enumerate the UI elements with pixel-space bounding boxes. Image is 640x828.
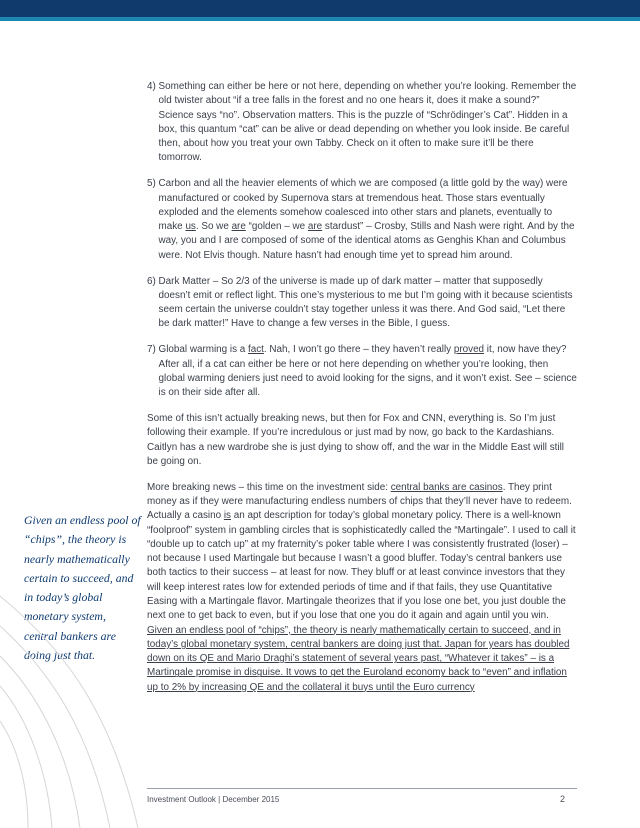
underlined-text: Given an endless pool of “chips”, the theory is nearly mathematically certain to succeed, and in today’s global monetary system, central bankers are doing just that. Japan for years has doubled down on its QE and Mario Draghi’s statement of several years past, “Whatever it takes” – is a Martingale promise in disguise. It vows to get the Euroland economy back to “even” and inflation up to 2% by increasing QE and the collateral it buys until the Euro currency: [147, 624, 570, 693]
list-item: [147, 80, 577, 166]
underlined-text: is: [223, 510, 231, 522]
list-number: 6): [147, 275, 159, 287]
pull-quote: Given an endless pool of “chips”, the theory is nearly mathematically certain to succeed, and in today’s global monetary system, central bankers are doing just that.: [24, 513, 141, 663]
text-run: Carbon and all the heavier elements of which we are composed (a little gold by the way) were manufactured or cooked by Supernova stars at tremendous heat. Those stars eventually exploded and the elements somehow coalesced into other stars and planets, eventually to make: [158, 178, 568, 233]
text-run: Some of this isn’t actually breaking news, but then for Fox and CNN, everything is. So I’m just following their example. If you’re incredulous or just mad by now, go back to the Kardashians. Caitlyn has a new wardrobe she is just dying to show off, and the war in the Middle East will still be going on.: [147, 412, 564, 467]
text-run: “golden – we: [245, 221, 308, 233]
page-number: 2: [560, 794, 566, 804]
footer-rule: [147, 788, 577, 789]
list-number: 4): [147, 81, 159, 92]
text-run: More breaking news – this time on the investment side:: [147, 481, 391, 493]
text-run: an apt description for today’s global monetary policy. There is a well-known “foolproof” system in gambling circles that is sophisticatedly called the “Martingale”. I used to call it “double up to catch up” at my fraternity’s poker table where I was consistently frustrated (loser) – not because I used Martingale but because I wasn’t a good bluffer. Today’s central bankers use both tactics to their success – at least for now. They bluff or at least convince investors that they will keep interest rates low for extended periods of time and if that fails, they use Quantitative Easing with a Martingale flavor. Martingale theorizes that if you lose one bet, you just double the next one to get back to even, but if you lose that one you do it again and again until you win.: [147, 510, 576, 622]
list-item: [147, 343, 577, 400]
underlined-text: proved: [453, 344, 485, 356]
text-run: Global warming is a: [158, 344, 248, 356]
underlined-text: us: [185, 221, 196, 233]
text-run: . They print money as if they were manufacturing endless numbers of chips that they’ll never have to redeem. Actually a casino: [147, 481, 572, 522]
text-run: Something can either be here or not here, depending on whether you’re looking. Remember the old twister about “if a tree falls in the forest and no one hears it, does it make a sound?” Science says “no”. Observation matters. This is the puzzle of “Schrödinger’s Cat”. Hidden in a box, this quantum “cat” can be alive or dead depending on whether you look inside. Be careful then, about how you treat your own Tabby. Check on it often to make sure it’ll be there tomorrow.: [158, 81, 577, 164]
underlined-text: are: [231, 221, 246, 233]
text-run: it, now have they? After all, if a cat can either be here or not here depending on whether you’re looking, then global warming deniers just need to avoid looking for the signs, and it won’t exist. See – science is on their side after all.: [158, 344, 577, 399]
list-text: [159, 177, 577, 263]
header-bar: [0, 0, 640, 17]
underlined-text: are: [307, 221, 323, 233]
list-item: [147, 275, 577, 332]
decorative-curves: [0, 556, 150, 828]
text-run: Dark Matter – So 2/3 of the universe is made up of dark matter – matter that supposedly doesn’t emit or reflect light. This one’s mysterious to me but I’m going with it because scientists seem certain the universe couldn’t stay together unless it was there. And God said, “Let there be dark matter!” Have to change a few verses in the Bible, I guess.: [158, 275, 573, 330]
text-run: stardust” – Crosby, Stills and Nash were right. And by the way, you and I are composed of some of the identical atoms as Genghis Khan and Columbus were. Not Elvis though. Nature hasn’t had enough time yet to spread him around.: [158, 221, 575, 261]
footer-title: Investment Outlook | December 2015: [147, 795, 280, 804]
text-run: . So we: [195, 221, 232, 233]
list-number: 7): [147, 344, 159, 356]
header-accent-line: [0, 17, 640, 21]
list-text: [159, 275, 577, 332]
paragraph: [147, 412, 577, 469]
list-number: 5): [147, 178, 159, 190]
underlined-text: fact: [248, 344, 264, 356]
list-text: [159, 343, 577, 400]
list-item: [147, 177, 577, 263]
text-run: . Nah, I won’t go there – they haven’t really: [263, 344, 454, 356]
article-body: [147, 80, 577, 707]
underlined-text: central banks are casinos: [390, 481, 503, 493]
paragraph: [147, 481, 577, 695]
list-text: [159, 80, 577, 166]
